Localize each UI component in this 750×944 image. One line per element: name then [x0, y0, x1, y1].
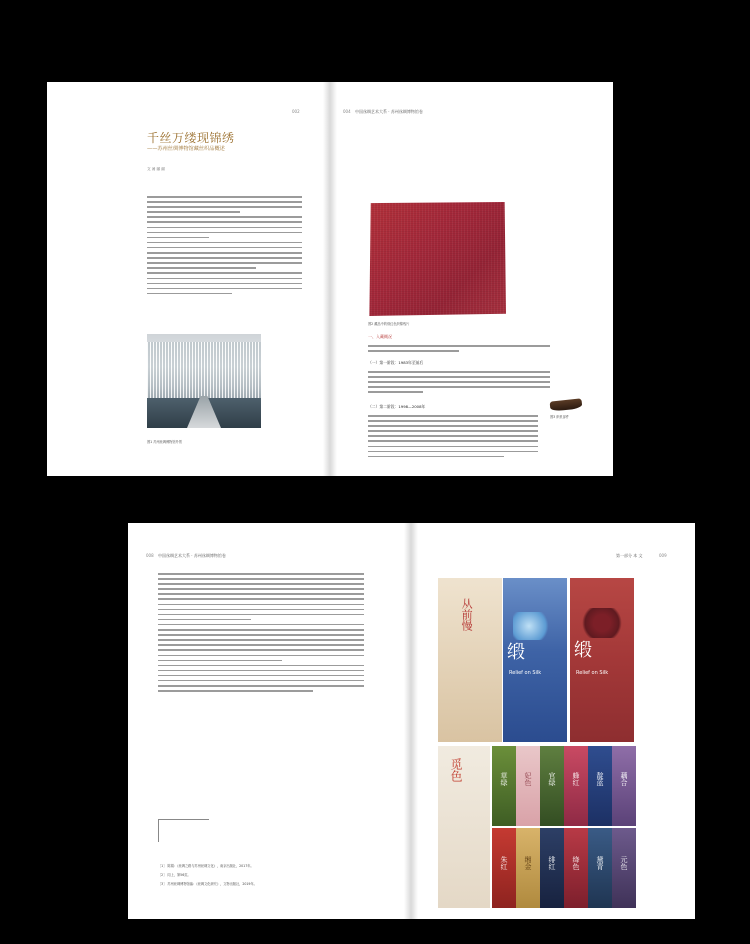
bowl-caption: 图3 织机部件	[550, 415, 569, 419]
red-textile-photo	[368, 202, 506, 316]
page-number: 008	[146, 553, 154, 558]
strip-label: 元色	[620, 856, 628, 870]
running-head: 中国丝绸艺术大系 · 苏州丝绸博物馆卷	[355, 109, 423, 114]
running-head: 第一部分 本 文	[616, 553, 643, 558]
sub-heading: （二）第二阶段：1998—2008年	[368, 404, 426, 409]
page-subtitle: ——苏州丝绸博物馆藏丝织品概述	[147, 146, 225, 152]
diagram-lines	[158, 819, 209, 842]
body-text-block	[368, 345, 550, 355]
body-text-block	[368, 371, 550, 396]
body-text-block	[158, 573, 364, 695]
strip-label: 绛色	[572, 856, 580, 870]
main-poster	[438, 746, 490, 908]
footnote: ［2］ 同上，第56页。	[158, 873, 191, 877]
body-text-block	[147, 196, 302, 298]
textile-caption: 图2 藏品中的绯红色织锦残片	[368, 322, 410, 326]
strip-label: 绯红	[548, 856, 556, 870]
book-spread-top	[47, 82, 613, 476]
book-spread-bottom	[128, 523, 695, 919]
footnote: ［1］ 陈娟：《丝绸之路与苏州丝绸文化》，南京出版社，2017年。	[158, 864, 254, 868]
poster-title: 缎	[507, 642, 525, 663]
strip-label: 官绿	[548, 772, 556, 786]
gutter-shadow	[404, 523, 418, 919]
main-poster-title: 觅色	[449, 758, 463, 782]
poster-title: 缎	[574, 640, 592, 661]
running-head: 中国丝绸艺术大系 · 苏州丝绸博物馆卷	[158, 553, 226, 558]
exhibition-poster	[503, 578, 567, 742]
poster-subtitle: Relief on Silk	[576, 670, 609, 676]
section-heading: 一、入藏概况	[368, 334, 392, 339]
museum-building-photo	[147, 334, 261, 428]
strip-label: 缃金	[524, 856, 532, 870]
exhibition-poster	[438, 578, 502, 742]
strip-label: 藕合	[620, 772, 628, 786]
page-number: 009	[659, 553, 667, 558]
poster-title: 从前慢	[460, 598, 474, 631]
page-number: 004	[343, 109, 351, 114]
gutter-shadow	[323, 82, 337, 476]
page-number: 002	[292, 109, 300, 114]
page-title: 千丝万缕现锦绣	[147, 131, 235, 145]
strip-label: 朱红	[500, 856, 508, 870]
author-line: 文 汤 丽 丽	[147, 167, 165, 171]
sub-heading: （一）第一阶段：1983年至前后	[368, 360, 424, 365]
strip-label: 黛青	[596, 856, 604, 870]
strip-label: 靛蓝	[596, 772, 604, 786]
strip-label: 蜂红	[572, 772, 580, 786]
footnote: ［3］ 苏州丝绸博物馆编：《丝绸文化研究》，文物出版社，2019年。	[158, 882, 257, 886]
color-poster-grid	[492, 746, 636, 908]
poster-subtitle: Relief on Silk	[509, 670, 542, 676]
exhibition-poster	[570, 578, 634, 742]
photo-caption: 图1 苏州丝绸博物馆外景	[147, 440, 182, 444]
strip-label: 草绿	[500, 772, 508, 786]
body-text-block	[368, 415, 538, 461]
strip-label: 妃色	[524, 772, 532, 786]
loom-part-photo	[550, 398, 583, 411]
